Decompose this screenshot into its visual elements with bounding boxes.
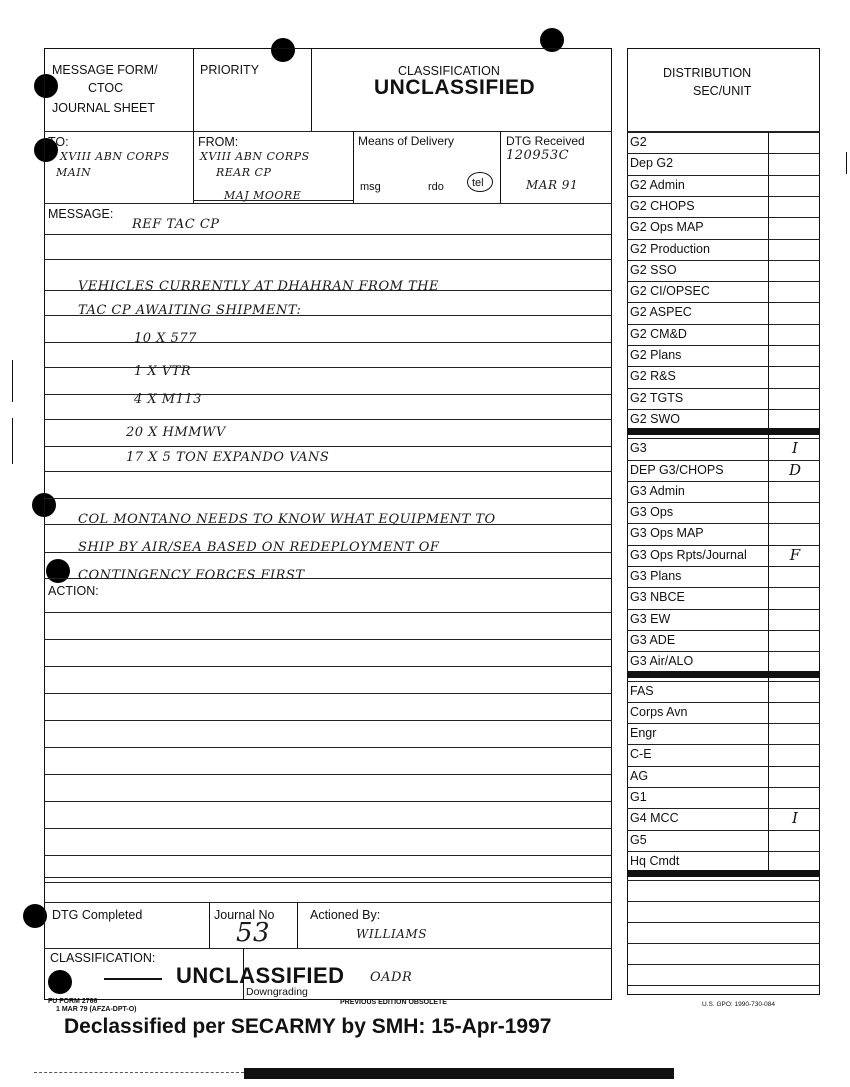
distribution-row-label: G3 Plans <box>630 569 682 583</box>
distribution-row-line <box>627 366 820 367</box>
message-line: REF TAC CP <box>132 217 220 232</box>
classification-value: UNCLASSIFIED <box>374 76 536 99</box>
distribution-row-label: DEP G3/CHOPS <box>630 462 724 477</box>
distribution-row-label: Hq Cmdt <box>630 853 680 868</box>
distribution-row-label: FAS <box>630 683 654 698</box>
distribution-empty-row <box>627 901 820 902</box>
journal-no-label: Journal No <box>214 908 275 922</box>
ruled-line <box>44 774 612 775</box>
distribution-row-line <box>627 587 820 588</box>
message-line: TAC CP AWAITING SHIPMENT: <box>78 303 302 318</box>
ruled-line <box>44 882 612 883</box>
distribution-separator <box>627 428 820 435</box>
distribution-row-line <box>627 787 820 788</box>
ruled-line <box>44 720 612 721</box>
routing-bottom <box>44 203 612 204</box>
ruled-line <box>44 801 612 802</box>
distribution-row-label: Engr <box>630 726 657 741</box>
distribution-row-mark: I <box>792 809 798 828</box>
distribution-row-label: Dep G2 <box>630 156 674 171</box>
classification-label: CLASSIFICATION <box>398 64 500 78</box>
routing-divider-1 <box>193 131 194 203</box>
distribution-empty-row <box>627 985 820 986</box>
ruled-line <box>44 693 612 694</box>
message-label: MESSAGE: <box>48 207 114 221</box>
ruled-line <box>44 877 612 878</box>
distribution-row-line <box>627 830 820 831</box>
margin-mark-2 <box>12 418 13 464</box>
priority-label: PRIORITY <box>200 63 260 77</box>
distribution-label: DISTRIBUTION <box>663 66 752 80</box>
sec-unit-label: SEC/UNIT <box>693 84 752 98</box>
declassified-stamp: Declassified per SECARMY by SMH: 15-Apr-1997 <box>64 1015 552 1038</box>
distribution-row-line <box>627 481 820 482</box>
ruled-line <box>44 471 612 472</box>
distribution-row-line <box>627 260 820 261</box>
ruled-line <box>44 612 612 613</box>
message-line: VEHICLES CURRENTLY AT DHAHRAN FROM THE <box>78 279 440 294</box>
routing-divider-2 <box>353 131 354 203</box>
ruled-line <box>44 747 612 748</box>
distribution-row-label: G2 Production <box>630 241 710 256</box>
distribution-row-label: G2 R&S <box>630 369 676 384</box>
distribution-row-line <box>627 723 820 724</box>
distribution-row-label: G3 EW <box>630 611 671 626</box>
tel-label: tel <box>472 177 484 189</box>
footer-classification-value: UNCLASSIFIED <box>176 963 345 988</box>
distribution-row-label: G3 Admin <box>630 483 685 498</box>
ruled-line <box>44 234 612 235</box>
distribution-row-line <box>627 566 820 567</box>
distribution-row-label: G2 CM&D <box>630 326 687 341</box>
from-label: FROM: <box>198 135 239 149</box>
distribution-row-line <box>627 702 820 703</box>
routing-divider-3 <box>500 131 501 203</box>
footer-mid <box>44 948 612 949</box>
distribution-row-label: G5 <box>630 832 647 847</box>
distribution-row-line <box>627 132 820 133</box>
distribution-row-line <box>627 153 820 154</box>
bottom-bar <box>244 1068 674 1079</box>
means-of-delivery-label: Means of Delivery <box>358 134 455 148</box>
distribution-row-mark: D <box>788 460 802 479</box>
distribution-separator <box>627 671 820 678</box>
actioned-by-value: WILLIAMS <box>356 927 427 941</box>
message-line: 10 X 577 <box>134 331 197 346</box>
ruled-line <box>44 342 612 343</box>
distribution-row-label: G2 Ops MAP <box>630 220 704 235</box>
form-title-line1: MESSAGE FORM/ <box>52 63 158 77</box>
distribution-row-label: G2 ASPEC <box>630 305 692 320</box>
distribution-row-label: G2 CHOPS <box>630 198 695 213</box>
distribution-empty-row <box>627 922 820 923</box>
distribution-row-label: G3 NBCE <box>630 590 685 605</box>
distribution-row-label: G1 <box>630 790 647 804</box>
distribution-row-line <box>627 175 820 176</box>
distribution-row-label: G2 Admin <box>630 177 685 192</box>
distribution-row-line <box>627 523 820 524</box>
distribution-empty-row <box>627 964 820 965</box>
distribution-row-label: G2 <box>630 135 647 149</box>
from-line3: MAJ MOORE <box>224 189 302 202</box>
distribution-empty-row <box>627 880 820 881</box>
ruled-line <box>44 367 612 368</box>
ruled-line <box>44 259 612 260</box>
dtg-received-label: DTG Received <box>506 134 585 148</box>
ruled-line <box>44 498 612 499</box>
distribution-row-line <box>627 409 820 410</box>
strike-mark <box>104 978 162 980</box>
distribution-row-label: G3 Ops Rpts/Journal <box>630 547 747 562</box>
distribution-row-line <box>627 388 820 389</box>
journal-no-value: 53 <box>236 918 271 948</box>
downgrading-label: Downgrading <box>246 986 308 998</box>
from-line1: XVIII ABN CORPS <box>200 150 310 163</box>
footer-divider-2 <box>297 902 298 948</box>
footer-classification-label: CLASSIFICATION: <box>50 951 156 965</box>
distribution-row-line <box>627 196 820 197</box>
distribution-row-line <box>627 851 820 852</box>
distribution-row-line <box>627 345 820 346</box>
distribution-row-line <box>627 302 820 303</box>
msg-label: msg <box>360 181 381 193</box>
distribution-row-line <box>627 766 820 767</box>
distribution-row-line <box>627 651 820 652</box>
to-label: TO: <box>48 135 69 149</box>
ruled-line <box>44 855 612 856</box>
header-divider-1 <box>193 48 194 131</box>
distribution-row-label: G3 <box>630 441 647 456</box>
distribution-row-label: Corps Avn <box>630 704 688 719</box>
message-line: COL MONTANO NEEDS TO KNOW WHAT EQUIPMENT TO <box>78 512 496 527</box>
form-title-line3: JOURNAL SHEET <box>52 101 156 115</box>
message-line: 20 X HMMWV <box>126 425 226 440</box>
distribution-row-line <box>627 281 820 282</box>
distribution-row-label: G2 TGTS <box>630 390 684 405</box>
header-divider-2 <box>311 48 312 131</box>
distribution-separator <box>627 870 820 877</box>
previous-edition: PREVIOUS EDITION OBSOLETE <box>340 999 447 1006</box>
actioned-by-label: Actioned By: <box>310 908 381 922</box>
distribution-row-label: G2 CI/OPSEC <box>630 284 710 299</box>
distribution-row-label: G2 SWO <box>630 411 681 426</box>
distribution-row-label: G3 Ops MAP <box>630 526 704 541</box>
message-line: CONTINGENCY FORCES FIRST <box>78 568 305 583</box>
ruled-line <box>44 394 612 395</box>
ruled-line <box>44 828 612 829</box>
dtg-received-value: 120953C <box>506 148 570 163</box>
message-line: SHIP BY AIR/SEA BASED ON REDEPLOYMENT OF <box>78 540 440 555</box>
distribution-empty-row <box>627 943 820 944</box>
distribution-row-label: C-E <box>630 747 652 762</box>
from-line2: REAR CP <box>216 166 272 179</box>
distribution-row-label: G4 MCC <box>630 811 679 826</box>
form-number: FU FORM 2766 <box>48 998 98 1005</box>
ruled-line <box>44 666 612 667</box>
distribution-row-mark: F <box>789 545 801 564</box>
distribution-row-label: AG <box>630 768 649 783</box>
header-bottom <box>44 131 612 132</box>
message-line: 17 X 5 TON EXPANDO VANS <box>126 450 330 465</box>
distribution-row-label: G2 SSO <box>630 262 677 277</box>
distribution-row-label: G2 Plans <box>630 348 682 362</box>
from-underline <box>193 200 353 201</box>
distribution-row-line <box>627 217 820 218</box>
form-date: 1 MAR 79 (AFZA-DPT-O) <box>56 1006 137 1013</box>
distribution-row-line <box>627 239 820 240</box>
ruled-line <box>44 639 612 640</box>
margin-mark-3 <box>846 152 847 174</box>
bottom-bar-left <box>34 1072 244 1073</box>
distribution-row-line <box>627 630 820 631</box>
distribution-row-label: G3 Air/ALO <box>630 654 694 669</box>
distribution-row-label: G3 Ops <box>630 505 674 520</box>
gpo-imprint: U.S. GPO: 1990-730-084 <box>702 1001 775 1008</box>
distribution-row-line <box>627 681 820 682</box>
distribution-row-line <box>627 744 820 745</box>
rdo-label: rdo <box>428 181 444 193</box>
dtg-completed-label: DTG Completed <box>52 908 143 922</box>
dtg-received-month: MAR 91 <box>526 178 579 192</box>
distribution-row-line <box>627 502 820 503</box>
form-title-line2: CTOC <box>88 81 124 95</box>
distribution-row-mark: I <box>792 439 798 458</box>
distribution-row-line <box>627 324 820 325</box>
message-line: 1 X VTR <box>134 364 192 379</box>
distribution-row-line <box>627 609 820 610</box>
footer-divider-1 <box>209 902 210 948</box>
to-line2: MAIN <box>56 166 92 179</box>
action-label: ACTION: <box>48 584 99 598</box>
oadr-label: OADR <box>370 970 413 985</box>
footer-top <box>44 902 612 903</box>
to-line1: XVIII ABN CORPS <box>60 150 170 163</box>
message-line: 4 X M113 <box>134 392 202 407</box>
distribution-row-label: G3 ADE <box>630 632 676 647</box>
ruled-line <box>44 419 612 420</box>
ruled-line <box>44 446 612 447</box>
margin-mark-1 <box>12 360 13 402</box>
